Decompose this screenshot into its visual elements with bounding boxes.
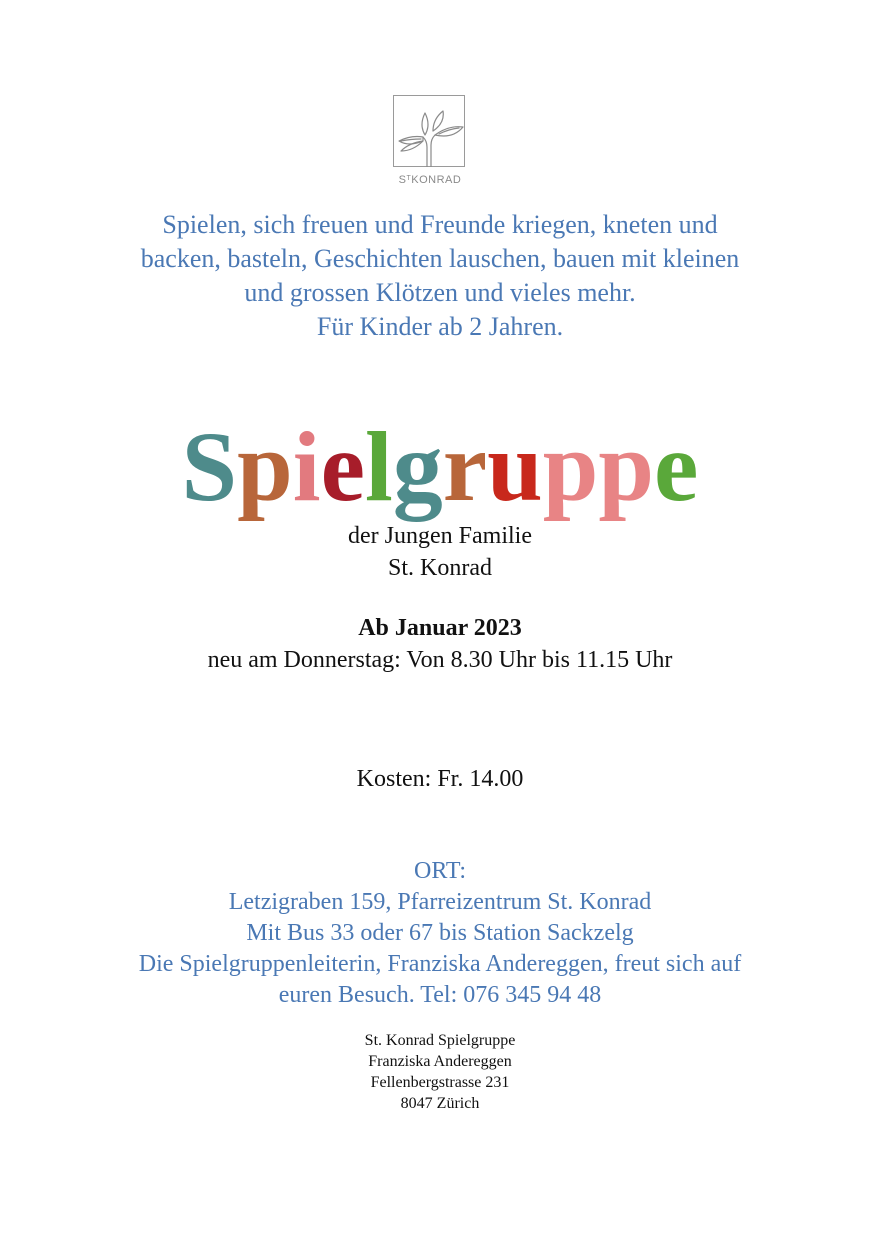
leaf-tree-icon (393, 95, 465, 167)
address-line: Franziska Andereggen (368, 1053, 512, 1070)
st-konrad-logo (392, 94, 468, 190)
title-letter: u (487, 411, 543, 522)
contact-address (0, 1030, 880, 1114)
title-letter: p (237, 411, 293, 522)
location-line: euren Besuch. Tel: 076 345 94 48 (278, 982, 602, 1008)
intro-line: backen, basteln, Geschichten lauschen, bauen mit kleinen (140, 244, 740, 273)
intro-text (60, 208, 820, 344)
schedule-time: neu am Donnerstag: Von 8.30 Uhr bis 11.15 Uhr (207, 647, 673, 673)
spielgruppe-title (0, 402, 880, 532)
title-letter: r (442, 411, 488, 522)
intro-line: Spielen, sich freuen und Freunde kriegen, kneten und (162, 210, 718, 239)
subtitle-line-1: der Jungen Familie (348, 523, 532, 549)
title-letter: p (598, 411, 655, 522)
subtitle-line-2: St. Konrad (388, 555, 492, 581)
subtitle (0, 520, 880, 584)
title-letter: e (320, 411, 365, 522)
title-letter: p (542, 411, 599, 522)
schedule-start: Ab Januar 2023 (358, 615, 522, 641)
location-block (60, 856, 820, 1011)
location-heading: ORT: (413, 858, 467, 884)
title-letter: S (181, 411, 238, 522)
location-line: Die Spielgruppenleiterin, Franziska Andereggen, freut sich auf (138, 951, 742, 977)
title-letter: g (392, 411, 443, 522)
logo-wordmark: $S^TKONRAD$ (398, 174, 462, 186)
title-letter: i (292, 411, 321, 522)
cost-text: Kosten: Fr. 14.00 (356, 766, 524, 792)
address-line: Fellenbergstrasse 231 (370, 1074, 510, 1091)
address-line: St. Konrad Spielgruppe (364, 1032, 516, 1049)
title-letter: e (654, 411, 699, 522)
address-line: 8047 Zürich (400, 1095, 480, 1112)
location-line: Letzigraben 159, Pfarreizentrum St. Konrad (228, 889, 652, 915)
intro-line: und grossen Klötzen und vieles mehr. (244, 278, 636, 307)
intro-line: Für Kinder ab 2 Jahren. (316, 312, 564, 341)
schedule (0, 612, 880, 676)
location-line: Mit Bus 33 oder 67 bis Station Sackzelg (246, 920, 634, 946)
title-letter: l (364, 411, 393, 522)
